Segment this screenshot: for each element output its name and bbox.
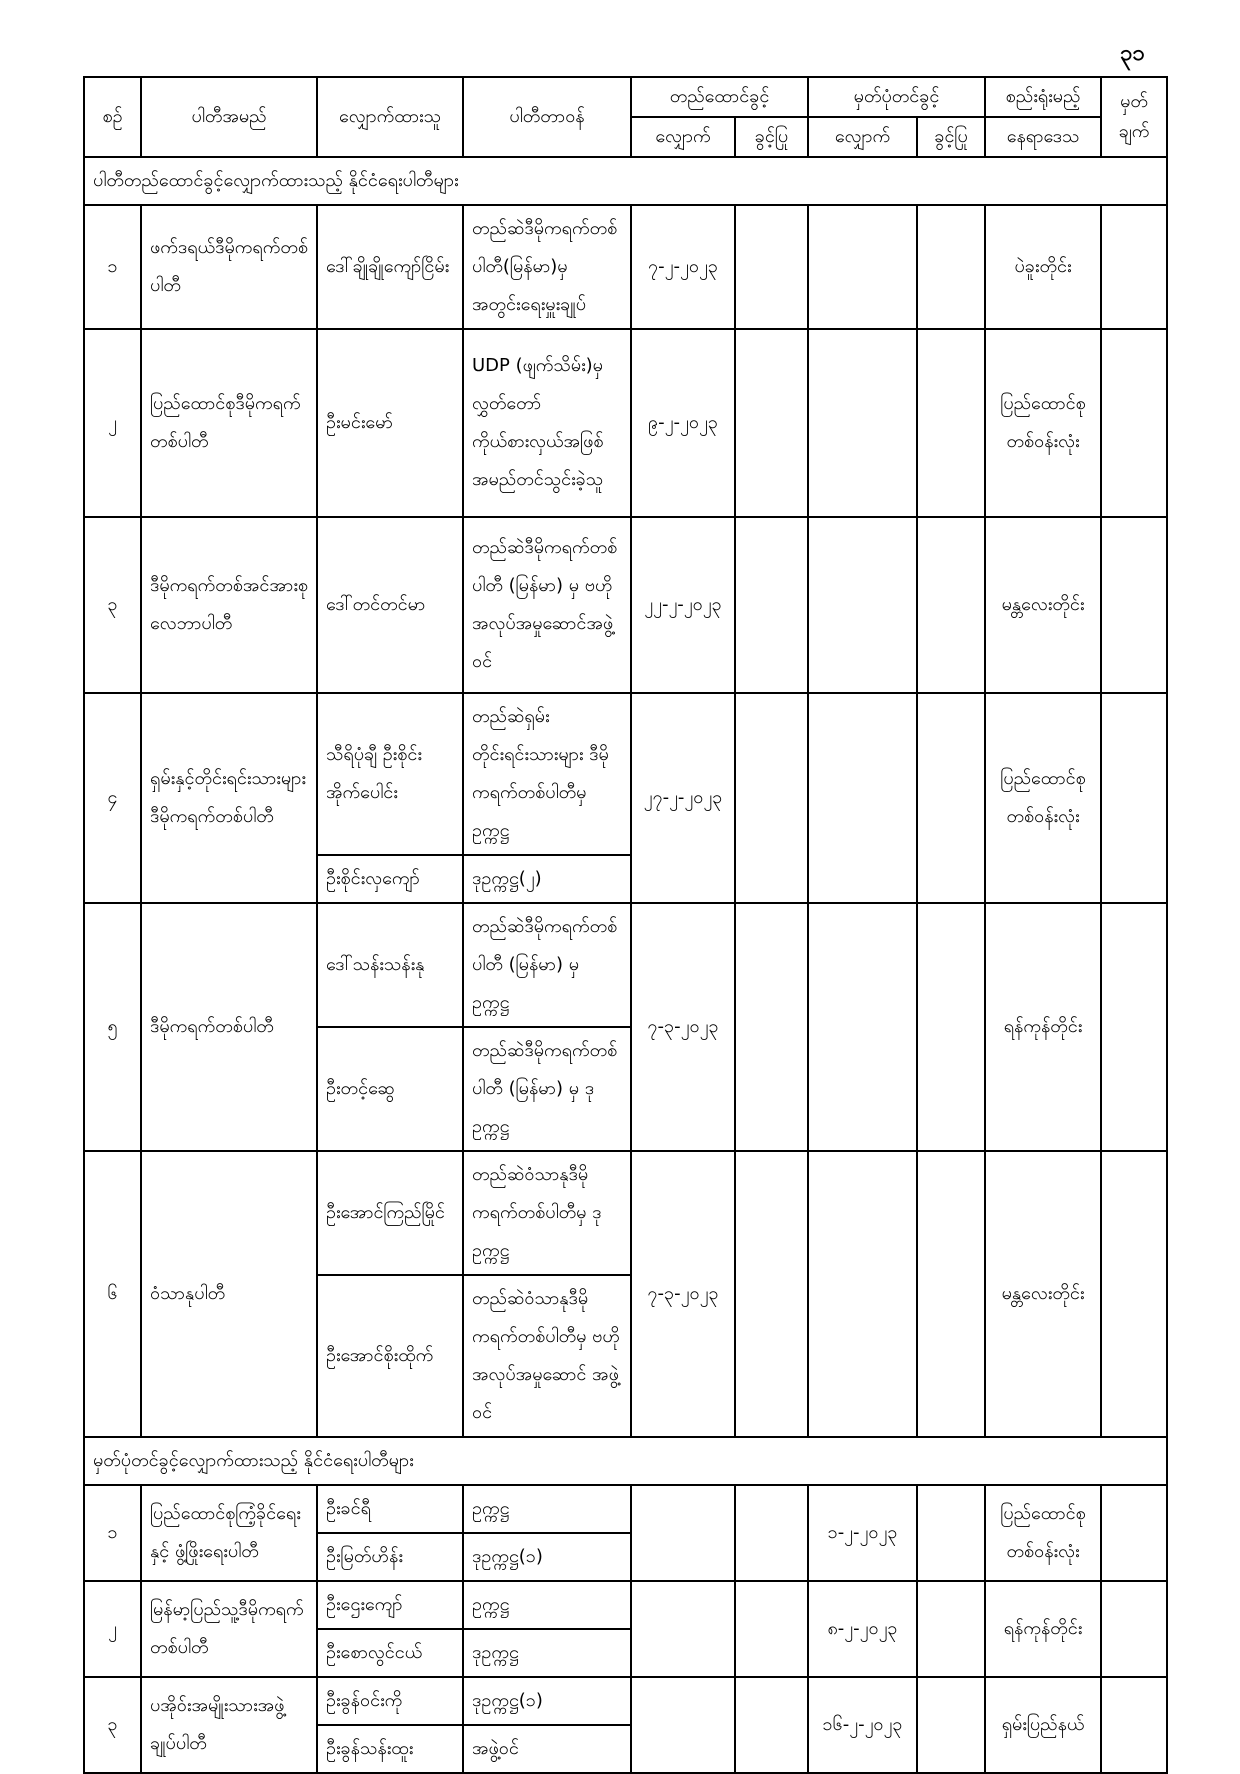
remark [1101,1485,1167,1581]
table-row [84,1581,1167,1629]
register-apply [808,517,917,693]
applicant-name: ဦးမြတ်ဟိန်း [317,1533,463,1581]
register-apply [808,903,917,1151]
register-apply-date: ၈-၂-၂၀၂၃ [808,1581,917,1677]
table-row [84,205,1167,329]
establish-apply-date: ၇-၂-၂၀၂၃ [631,205,735,329]
header-register: မှတ်ပုံတင်ခွင့် [808,77,985,117]
header-remark [1101,77,1167,157]
header-no: စဉ် [84,77,141,157]
applicant-name: ဒေါ်သန်းသန်းနု [317,903,463,1027]
applicant-position: ဒုဥက္ကဋ္ဌ(၂) [463,855,631,903]
header-hq: စည်းရုံးမည့် [985,77,1101,117]
establish-permit [735,1485,808,1581]
register-apply [808,1151,917,1437]
row-no: ၂ [84,1581,141,1677]
applicant-name: ဦးခွန်ဝင်းကို [317,1677,463,1725]
register-permit [917,205,985,329]
row-no: ၃ [84,517,141,693]
header-party: ပါတီအမည် [141,77,317,157]
establish-permit [735,693,808,903]
party-registration-table [83,76,1168,1774]
applicant-name: ဦးခွန်သန်းထူး [317,1725,463,1773]
table-row [84,1151,1167,1275]
row-no: ၁ [84,1485,141,1581]
establish-apply [631,1677,735,1773]
applicant-position: ဒုဥက္ကဋ္ဌ [463,1629,631,1677]
establish-apply-date: ၇-၃-၂၀၂၃ [631,903,735,1151]
remark [1101,1151,1167,1437]
header-register-apply: လျှောက် [808,117,917,157]
applicant-name: ဦးဌေးကျော် [317,1581,463,1629]
applicant-name: သီရိပုံချီ ဦးစိုင်းအိုက်ပေါင်း [317,693,463,855]
register-apply [808,329,917,517]
region: ပြည်ထောင်စုတစ်ဝန်းလုံး [985,329,1101,517]
applicant-name: ဦးမင်းမော် [317,329,463,517]
row-no: ၂ [84,329,141,517]
applicant-position: တည်ဆဲဒီမိုကရက်တစ်ပါတီ (မြန်မာ) မှ ဗဟိုအလုပ်အမှုဆောင်အဖွဲ့ဝင် [463,517,631,693]
register-apply-date: ၁-၂-၂၀၂၃ [808,1485,917,1581]
header-establish-apply: လျှောက် [631,117,735,157]
register-permit [917,1151,985,1437]
region: ရန်ကုန်တိုင်း [985,903,1101,1151]
establish-permit [735,517,808,693]
register-permit [917,517,985,693]
applicant-name: ဦးတင့်ဆွေ [317,1027,463,1151]
party-name: ဖက်ဒရယ်ဒီမိုကရက်တစ်ပါတီ [141,205,317,329]
remark [1101,1677,1167,1773]
applicant-name: ဦးခင်ရီ [317,1485,463,1533]
party-name: ပြည်ထောင်စုကြံ့ခိုင်ရေးနှင့် ဖွံ့ဖြိုးရေးပါတီ [141,1485,317,1581]
region: ရှမ်းပြည်နယ် [985,1677,1101,1773]
establish-permit [735,1151,808,1437]
establish-permit [735,1677,808,1773]
region: ပြည်ထောင်စုတစ်ဝန်းလုံး [985,1485,1101,1581]
header-position: ပါတီတာဝန် [463,77,631,157]
applicant-name: ဦးအောင်ကြည်မြိုင် [317,1151,463,1275]
applicant-position: ဒုဥက္ကဋ္ဌ(၁) [463,1677,631,1725]
remark [1101,517,1167,693]
header-remark-line2: ချက် [1118,121,1150,142]
register-permit [917,1485,985,1581]
region: ရန်ကုန်တိုင်း [985,1581,1101,1677]
applicant-name: ဒေါ်တင်တင်မာ [317,517,463,693]
header-establish-permit: ခွင့်ပြု [735,117,808,157]
header-establish: တည်ထောင်ခွင့် [631,77,808,117]
region: ပဲခူးတိုင်း [985,205,1101,329]
establish-apply-date: ၉-၂-၂၀၂၃ [631,329,735,517]
party-name: ဝံသာနုပါတီ [141,1151,317,1437]
applicant-position: တည်ဆဲဒီမိုကရက်တစ်ပါတီ (မြန်မာ) မှ ဒုဥက္ကဋ္ဌ [463,1027,631,1151]
party-name: ဒီမိုကရက်တစ်ပါတီ [141,903,317,1151]
party-name: ဒီမိုကရက်တစ်အင်အားစု လေဘာပါတီ [141,517,317,693]
applicant-position: တည်ဆဲဝံသာနုဒီမိုကရက်တစ်ပါတီမှ ဗဟိုအလုပ်အမှုဆောင် အဖွဲ့ဝင် [463,1275,631,1437]
register-apply [808,693,917,903]
table-row [84,1485,1167,1533]
party-name: ပအိုဝ်းအမျိုးသားအဖွဲ့ချုပ်ပါတီ [141,1677,317,1773]
remark [1101,329,1167,517]
party-name: ရှမ်းနှင့်တိုင်းရင်းသားများ ဒီမိုကရက်တစ်ပါတီ [141,693,317,903]
establish-apply-date: ၂၇-၂-၂၀၂၃ [631,693,735,903]
section-title-establish: ပါတီတည်ထောင်ခွင့်လျှောက်ထားသည့် နိုင်ငံရေးပါတီများ [84,157,1167,205]
table-row [84,1677,1167,1725]
establish-apply-date: ၇-၃-၂၀၂၃ [631,1151,735,1437]
establish-apply [631,1485,735,1581]
party-name: ပြည်ထောင်စုဒီမိုကရက်တစ်ပါတီ [141,329,317,517]
register-apply [808,205,917,329]
establish-permit [735,903,808,1151]
applicant-position: UDP (ဖျက်သိမ်း)မှ လွှတ်တော်ကိုယ်စားလှယ်အဖြစ် အမည်တင်သွင်းခဲ့သူ [463,329,631,517]
row-no: ၁ [84,205,141,329]
applicant-position: တည်ဆဲဒီမိုကရက်တစ်ပါတီ(မြန်မာ)မှ အတွင်းရေးမှူးချုပ် [463,205,631,329]
applicant-position: ဒုဥက္ကဋ္ဌ(၁) [463,1533,631,1581]
applicant-position: တည်ဆဲဒီမိုကရက်တစ်ပါတီ (မြန်မာ) မှ ဥက္ကဋ္ဌ [463,903,631,1027]
header-applicant: လျှောက်ထားသူ [317,77,463,157]
register-permit [917,329,985,517]
establish-apply-date: ၂၂-၂-၂၀၂၃ [631,517,735,693]
establish-permit [735,205,808,329]
register-permit [917,1677,985,1773]
register-permit [917,693,985,903]
remark [1101,1581,1167,1677]
applicant-position: တည်ဆဲဝံသာနုဒီမိုကရက်တစ်ပါတီမှ ဒုဥက္ကဋ္ဌ [463,1151,631,1275]
row-no: ၅ [84,903,141,1151]
row-no: ၄ [84,693,141,903]
page-number: ၃၁ [1120,41,1145,66]
region: မန္တလေးတိုင်း [985,1151,1101,1437]
register-apply-date: ၁၆-၂-၂၀၂၃ [808,1677,917,1773]
table-row [84,517,1167,693]
applicant-name: ဒေါ်ချိုချိုကျော်ငြိမ်း [317,205,463,329]
applicant-name: ဦးစိုင်းလှကျော် [317,855,463,903]
region: မန္တလေးတိုင်း [985,517,1101,693]
applicant-position: တည်ဆဲရှမ်းတိုင်းရင်းသားများ ဒီမိုကရက်တစ်ပါတီမှ ဥက္ကဋ္ဌ [463,693,631,855]
establish-permit [735,329,808,517]
section-title-register: မှတ်ပုံတင်ခွင့်လျှောက်ထားသည့် နိုင်ငံရေးပါတီများ [84,1437,1167,1485]
remark [1101,693,1167,903]
header-register-permit: ခွင့်ပြု [917,117,985,157]
table-row [84,693,1167,855]
header-hq-region: နေရာဒေသ [985,117,1101,157]
header-remark-line1: မှတ် [1120,91,1148,112]
remark [1101,903,1167,1151]
party-name: မြန်မာ့ပြည်သူ့ဒီမိုကရက်တစ်ပါတီ [141,1581,317,1677]
applicant-name: ဦးစောလွင်ငယ် [317,1629,463,1677]
applicant-name: ဦးအောင်စိုးထိုက် [317,1275,463,1437]
table-row [84,329,1167,517]
applicant-position: ဥက္ကဋ္ဌ [463,1581,631,1629]
table-row [84,903,1167,1027]
row-no: ၆ [84,1151,141,1437]
applicant-position: ဥက္ကဋ္ဌ [463,1485,631,1533]
register-permit [917,1581,985,1677]
establish-apply [631,1581,735,1677]
region: ပြည်ထောင်စုတစ်ဝန်းလုံး [985,693,1101,903]
remark [1101,205,1167,329]
row-no: ၃ [84,1677,141,1773]
establish-permit [735,1581,808,1677]
applicant-position: အဖွဲ့ဝင် [463,1725,631,1773]
register-permit [917,903,985,1151]
